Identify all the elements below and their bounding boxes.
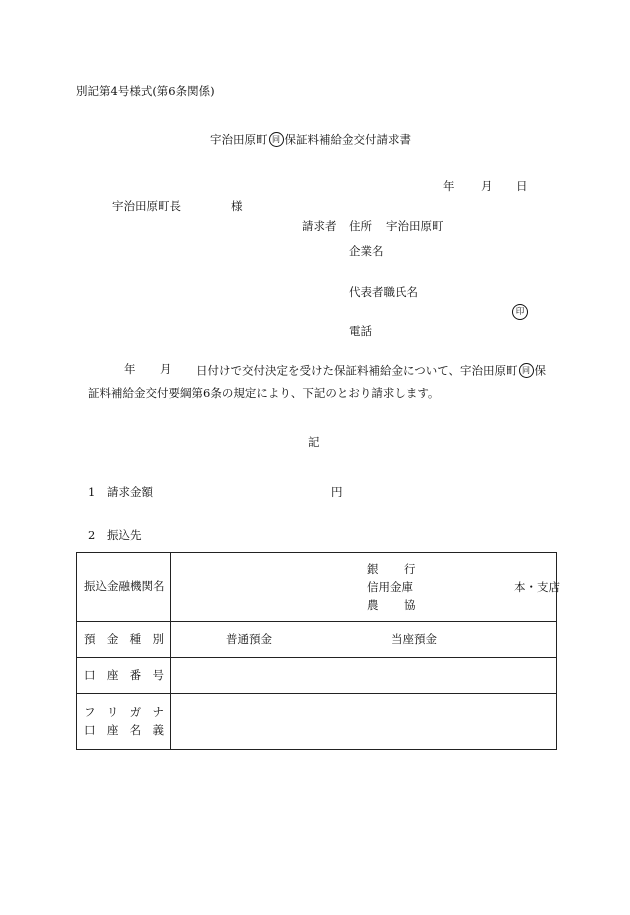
bank-name-label-cell — [77, 553, 171, 622]
label-char: 座 — [106, 667, 119, 682]
label-char: 義 — [152, 722, 164, 737]
representative-label: 代表者職氏名 — [349, 285, 418, 299]
bank-shinkin: 信用金庫 — [367, 580, 413, 594]
deposit-type-label — [77, 631, 170, 646]
table-row — [77, 694, 557, 750]
table-row — [77, 553, 557, 622]
body-line1 — [196, 364, 546, 379]
label-char: 号 — [152, 667, 164, 682]
bank-name-value-cell — [171, 553, 560, 622]
addressee-honorific: 様 — [231, 199, 243, 213]
phone-label: 電話 — [349, 324, 372, 338]
requester-label: 請求者 — [302, 219, 337, 233]
deposit-type-options — [171, 622, 556, 658]
item1-unit: 円 — [331, 485, 343, 499]
page-title — [210, 133, 411, 148]
table-row — [77, 658, 557, 694]
addressee-name: 宇治田原町長 — [112, 199, 181, 213]
body-mark: 同 — [519, 363, 534, 378]
label-char: フ — [84, 705, 96, 719]
bank-name-label: 振込金融機関名 — [84, 579, 165, 594]
title-town: 宇治田原町 — [210, 132, 268, 147]
label-char: ナ — [152, 705, 164, 719]
date-year: 年 — [443, 179, 455, 193]
account-number-label-cell — [77, 658, 171, 694]
account-number-value-cell — [171, 658, 557, 694]
deposit-type-value-cell — [171, 622, 557, 658]
item1-number: 1 — [88, 485, 96, 499]
label-char: 口 — [84, 667, 96, 682]
transfer-table — [76, 552, 560, 750]
address-label: 住所 — [349, 219, 372, 233]
title-mark: 同 — [269, 132, 284, 147]
label-char: 番 — [129, 667, 142, 682]
company-label: 企業名 — [349, 244, 384, 258]
label-char: 別 — [152, 631, 164, 646]
label-char: 預 — [84, 631, 96, 646]
form-id: 別記第4号様式(第6条関係) — [76, 84, 215, 98]
address-value: 宇治田原町 — [386, 219, 444, 233]
account-holder-label — [77, 722, 170, 737]
seal-char: 印 — [512, 304, 528, 320]
date-day: 日 — [516, 179, 528, 193]
bank-nokyo-b: 協 — [404, 598, 416, 612]
label-char: 種 — [129, 631, 142, 646]
current-deposit: 当座預金 — [391, 632, 437, 646]
seal-mark — [511, 305, 529, 321]
label-char: 座 — [106, 722, 119, 737]
item2-number: 2 — [88, 528, 96, 542]
bank-ginko-b: 行 — [404, 562, 416, 576]
account-holder-value-cell — [171, 694, 557, 750]
body-line2: 証料補給金交付要綱第6条の規定により、下記のとおり請求します。 — [88, 386, 440, 400]
bank-type-options — [171, 553, 560, 622]
date-month: 月 — [481, 179, 493, 193]
label-char: ガ — [129, 705, 142, 719]
ki-heading: 記 — [308, 435, 320, 449]
title-rest: 保証料補給金交付請求書 — [284, 132, 411, 147]
account-holder-label-cell — [77, 694, 171, 750]
label-char: 名 — [129, 722, 142, 737]
branch-label: 本・支店 — [514, 580, 560, 594]
bank-ginko-a: 銀 — [367, 562, 379, 576]
item2-label: 振込先 — [107, 528, 142, 542]
body-line1-end: 保 — [534, 363, 547, 378]
label-char: 金 — [106, 631, 119, 646]
label-char: 口 — [84, 722, 96, 737]
body-year: 年 — [124, 362, 136, 376]
account-number-label — [77, 667, 170, 682]
table-row — [77, 622, 557, 658]
furigana-label — [77, 707, 170, 719]
label-char: リ — [106, 705, 119, 719]
body-line1-text: 日付けで交付決定を受けた保証料補給金について、宇治田原町 — [196, 363, 518, 378]
item1-label: 請求金額 — [107, 485, 153, 499]
bank-nokyo-a: 農 — [367, 598, 379, 612]
body-month: 月 — [160, 362, 172, 376]
ordinary-deposit: 普通預金 — [226, 632, 272, 646]
deposit-type-label-cell — [77, 622, 171, 658]
